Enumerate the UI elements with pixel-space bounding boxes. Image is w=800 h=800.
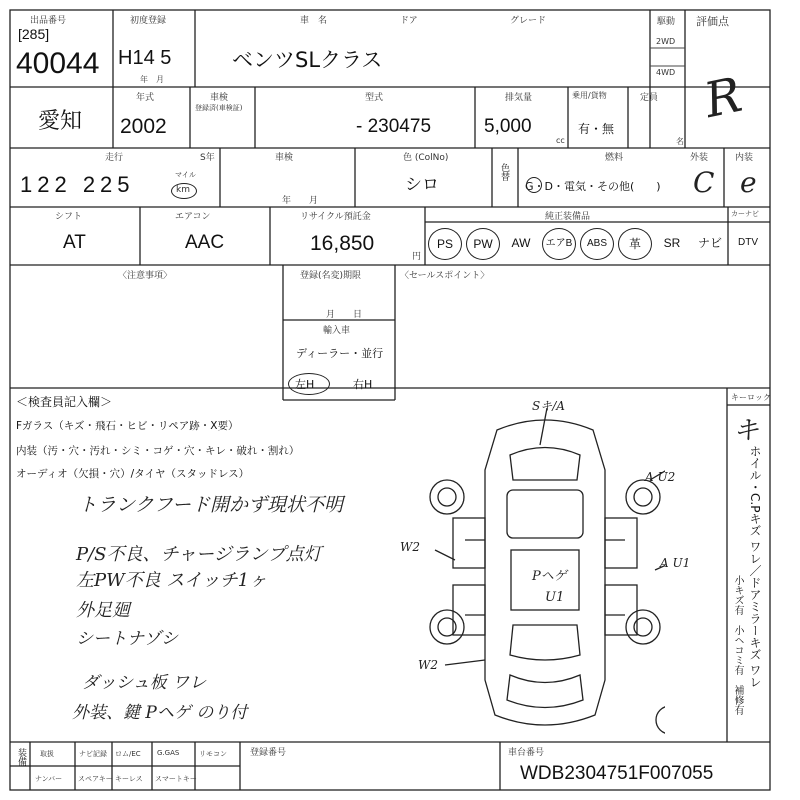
sales-point-label: 〈セールスポイント〉 (400, 271, 490, 281)
shift-label: シフト (55, 212, 83, 222)
color-change-label: 色替 (499, 163, 509, 181)
equipment-item-0: PS (428, 228, 462, 260)
capacity-label: 定員 (640, 93, 659, 103)
drive-4wd: 4WD (656, 68, 676, 77)
import-label: 輸入車 (323, 326, 351, 336)
equipment-item-6: SR (663, 236, 681, 250)
handwritten-note-6: ダッシュ板 ワレ (82, 673, 207, 693)
keylock-mark: キ (733, 416, 760, 446)
registration-number-label: 登録番号 (250, 748, 287, 758)
handwritten-note-1: トランクフード開かず現状不明 (78, 494, 344, 516)
year-value: 2002 (120, 115, 167, 138)
use-value: 有・無 (578, 122, 615, 136)
footer-label-9: スマートキー (155, 775, 197, 783)
footer-label-3: ロム/EC (115, 750, 141, 758)
lot-number: 40044 (16, 47, 100, 80)
chassis-label: 車台番号 (508, 748, 545, 758)
exterior-value: C (693, 166, 715, 199)
color-value: シロ (405, 175, 439, 195)
inspection-expiry-sub: 登録済(車検証) (195, 104, 243, 112)
score-value: R (699, 66, 747, 130)
equipment-item-8: DTV (738, 237, 758, 248)
model-label: 車 名 (300, 16, 328, 26)
equipment-item-2: AW (511, 236, 531, 250)
inspector-line-3: オーディオ（欠損・穴）/タイヤ（スタッドレス） (16, 468, 250, 480)
equipment-label: 純正装備品 (545, 212, 591, 222)
diagram-mark-4: A U1 (660, 556, 691, 570)
deadline-label: 登録(名変)期限 (300, 271, 362, 281)
footer-label-5: リモコン (199, 750, 227, 758)
equipment-item-4: ABS (580, 228, 614, 260)
interior-value: e (740, 166, 757, 199)
handwritten-note-3: 左PW不良 スイッチ1ヶ (76, 570, 268, 591)
displacement-value: 5,000 (484, 116, 532, 137)
footer-label-2: ナビ記録 (79, 750, 107, 758)
mileage-value: 122 225 (20, 172, 135, 197)
recycle-unit: 円 (412, 252, 422, 262)
mileage-unit: km (176, 185, 190, 195)
import-value: ディーラー・並行 (296, 347, 384, 360)
diagram-mark-1: Sキ/A (532, 399, 565, 413)
color-label: 色 (ColNo) (403, 153, 449, 163)
chassis-number: WDB2304751F007055 (520, 763, 714, 784)
use-label: 乗用/貨物 (572, 91, 607, 100)
displacement-unit: cc (556, 136, 565, 145)
grade-label: グレード (510, 16, 547, 26)
keylock-vertical-1: ホイル・C.Pキズ ワレ／ドアミラーキズ ワレ (748, 445, 762, 689)
handwritten-note-2: P/S不良、チャージランプ点灯 (76, 544, 322, 565)
diagram-mark-7: U1 (545, 590, 565, 605)
type-label: 型式 (365, 93, 384, 103)
handwritten-note-5: シートナゾシ (76, 629, 178, 649)
capacity-unit: 名 (676, 137, 684, 146)
first-registration-unit: 年 月 (140, 75, 164, 84)
first-registration-value: H14 5 (118, 47, 172, 69)
shift-value: AT (63, 232, 86, 253)
handwritten-note-7: 外装、鍵 Pヘゲ のり付 (72, 703, 248, 723)
s-year-label: S年 (200, 153, 215, 163)
footer-label-1: 取扱 (40, 750, 54, 758)
displacement-label: 排気量 (505, 93, 533, 103)
steering-right: 右H (353, 378, 373, 391)
keylock-label: キーロック (731, 393, 771, 402)
fuel-options: G・D・電気・その他( ) (525, 180, 661, 193)
diagram-mark-2: A U2 (645, 470, 676, 484)
equipment-item-1: PW (466, 228, 500, 260)
steering-left: 左H (295, 378, 315, 391)
diagram-mark-3: W2 (400, 540, 420, 554)
exterior-label: 外装 (690, 153, 709, 163)
handwritten-note-4: 外足廻 (76, 600, 130, 621)
fuel-label: 燃料 (605, 153, 624, 163)
score-label: 評価点 (696, 15, 729, 28)
footer-label-7: スペアキー (78, 775, 113, 783)
equipment-item-7: ナビ (697, 236, 722, 250)
drive-2wd: 2WD (656, 37, 676, 46)
model-name: ベンツSLクラス (232, 48, 383, 72)
keylock-vertical-2: 小キズ有 小ヘコミ有 補修有 (732, 575, 743, 715)
ac-label: エアコン (175, 212, 211, 222)
inspector-line-1: Fガラス（キズ・飛石・ヒビ・リペア跡・X要） (16, 420, 239, 432)
lot-number-label: 出品番号 (30, 16, 67, 26)
equipment-item-5: 革 (618, 228, 652, 260)
recycle-value: 16,850 (310, 232, 375, 255)
inspector-title: ＜検査員記入欄＞ (16, 395, 113, 409)
ac-value: AAC (185, 232, 225, 253)
equipment-item-3: エアB (542, 228, 576, 260)
inspector-line-2: 内装（汚・穴・汚れ・シミ・コゲ・穴・キレ・破れ・割れ） (16, 445, 300, 457)
mileage-label: 走行 (105, 153, 124, 163)
inspection-label: 車検 (275, 153, 294, 163)
door-label: ドア (400, 16, 418, 26)
inspection-unit: 年 月 (282, 196, 319, 206)
drive-label: 駆動 (657, 17, 676, 27)
footer-side-label: 装備 (16, 748, 26, 766)
caution-label: 〈注意事項〉 (118, 271, 173, 281)
fuel-g-circle (526, 177, 542, 193)
first-registration-label: 初度登録 (130, 16, 167, 26)
interior-label: 内装 (735, 153, 754, 163)
location: 愛知 (38, 109, 83, 134)
deadline-unit: 月 日 (326, 310, 363, 320)
recycle-label: リサイクル預託金 (300, 212, 371, 222)
year-label: 年式 (136, 93, 155, 103)
lot-code: [285] (18, 26, 50, 42)
footer-label-4: G.GAS (157, 749, 180, 757)
diagram-mark-6: Pヘゲ (532, 569, 567, 584)
type-value: - 230475 (356, 116, 432, 137)
footer-label-6: ナンバー (35, 775, 63, 783)
footer-label-8: キーレス (115, 775, 143, 783)
mile-label: マイル (175, 171, 196, 179)
diagram-mark-5: W2 (418, 658, 438, 672)
inspection-expiry-label: 車検 (210, 93, 229, 103)
dtv-label: カーナビ (731, 210, 759, 218)
